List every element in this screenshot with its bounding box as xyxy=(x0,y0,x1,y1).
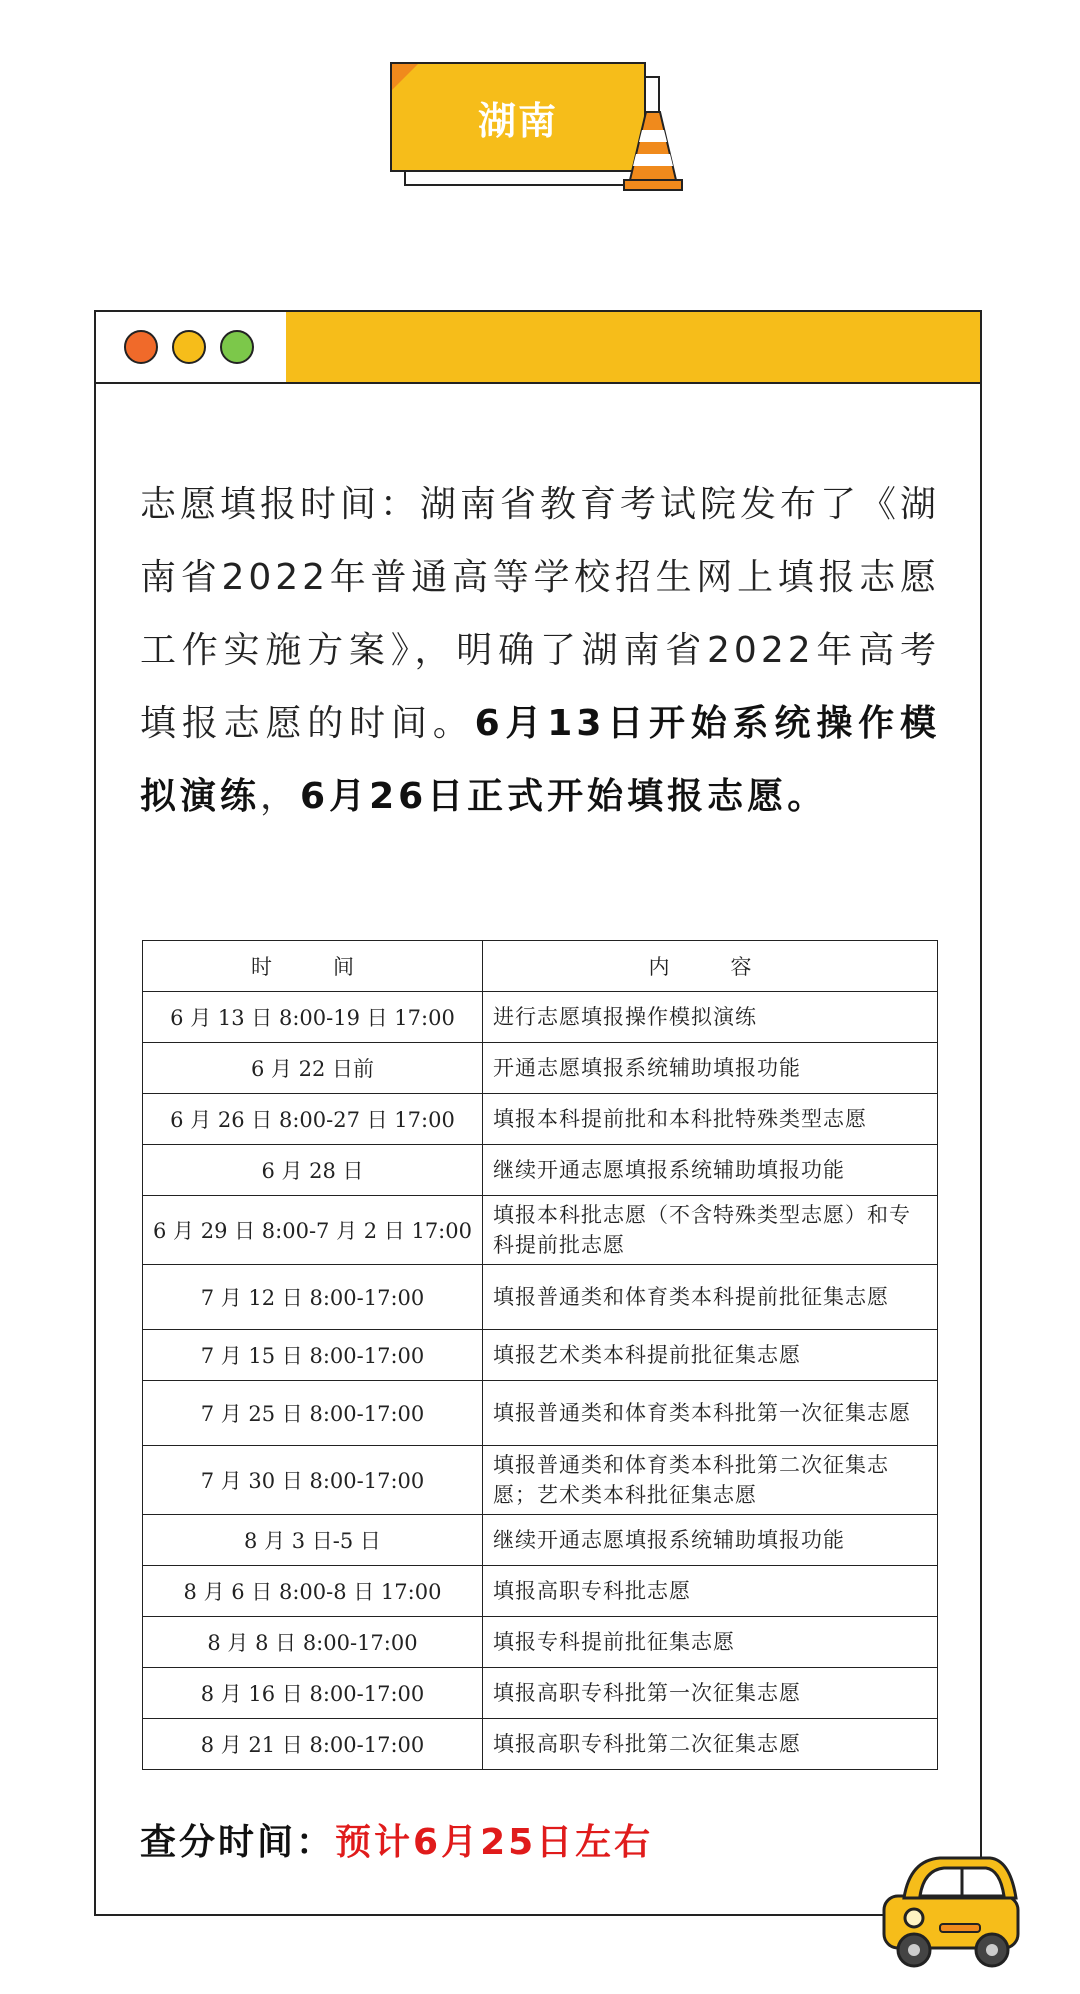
yellow-car-icon xyxy=(870,1840,1030,1970)
table-row xyxy=(143,1196,938,1265)
title-bar-fill xyxy=(286,312,980,382)
row-content: 填报高职专科批志愿 xyxy=(482,1566,937,1617)
table-row xyxy=(143,1446,938,1515)
row-content: 继续开通志愿填报系统辅助填报功能 xyxy=(482,1515,937,1566)
table-row xyxy=(143,1515,938,1566)
score-release-value: 预计6月25日左右 xyxy=(335,1822,654,1863)
intro-bold-simulation: 6月13日开始系统操作模拟演练 xyxy=(140,703,940,817)
intro-text: 志愿填报时间：湖南省教育考试院发布了《湖南省2022年普通高等学校招生网上填报志愿工作实施方案》，明确了湖南省2022年高考填报志愿的时间。 xyxy=(140,484,941,744)
title-tag-box xyxy=(390,62,646,172)
intro-bold-formal: 6月26日正式开始填报志愿 xyxy=(300,776,788,817)
red-dot-icon xyxy=(124,330,158,364)
row-content: 开通志愿填报系统辅助填报功能 xyxy=(482,1043,937,1094)
row-content: 填报普通类和体育类本科提前批征集志愿 xyxy=(482,1265,937,1330)
table-row xyxy=(143,1381,938,1446)
row-time: 8 月 8 日 8:00-17:00 xyxy=(143,1617,483,1668)
header-time: 时 间 xyxy=(143,941,483,992)
table-row xyxy=(143,1566,938,1617)
row-content: 填报高职专科批第一次征集志愿 xyxy=(482,1668,937,1719)
table-row xyxy=(143,992,938,1043)
yellow-dot-icon xyxy=(172,330,206,364)
row-time: 6 月 28 日 xyxy=(143,1145,483,1196)
row-time: 8 月 6 日 8:00-8 日 17:00 xyxy=(143,1566,483,1617)
row-content: 填报普通类和体育类本科批第二次征集志愿；艺术类本科批征集志愿 xyxy=(482,1446,937,1515)
row-time: 6 月 29 日 8:00-7 月 2 日 17:00 xyxy=(143,1196,483,1265)
score-release-line xyxy=(140,1814,653,1865)
green-dot-icon xyxy=(220,330,254,364)
table-row xyxy=(143,1668,938,1719)
row-content: 填报本科批志愿（不含特殊类型志愿）和专科提前批志愿 xyxy=(482,1196,937,1265)
table-row xyxy=(143,1094,938,1145)
row-content: 填报专科提前批征集志愿 xyxy=(482,1617,937,1668)
title-tag xyxy=(390,62,690,192)
info-card xyxy=(94,310,982,1916)
header-content: 内 容 xyxy=(482,941,937,992)
schedule-table xyxy=(142,940,938,1770)
traffic-cone-icon xyxy=(618,108,688,192)
row-time: 7 月 12 日 8:00-17:00 xyxy=(143,1265,483,1330)
intro-end: 。 xyxy=(787,776,828,817)
table-header-row xyxy=(143,941,938,992)
table-row xyxy=(143,1719,938,1770)
table-row xyxy=(143,1145,938,1196)
table-row xyxy=(143,1265,938,1330)
intro-paragraph xyxy=(140,468,940,833)
row-time: 6 月 26 日 8:00-27 日 17:00 xyxy=(143,1094,483,1145)
table-row xyxy=(143,1043,938,1094)
row-time: 8 月 16 日 8:00-17:00 xyxy=(143,1668,483,1719)
title-tag-label: 湖南 xyxy=(477,98,558,143)
row-content: 填报艺术类本科提前批征集志愿 xyxy=(482,1330,937,1381)
table-row xyxy=(143,1330,938,1381)
score-release-label: 查分时间： xyxy=(140,1822,336,1863)
row-time: 7 月 30 日 8:00-17:00 xyxy=(143,1446,483,1515)
row-time: 7 月 15 日 8:00-17:00 xyxy=(143,1330,483,1381)
row-time: 7 月 25 日 8:00-17:00 xyxy=(143,1381,483,1446)
row-time: 8 月 21 日 8:00-17:00 xyxy=(143,1719,483,1770)
row-time: 8 月 3 日-5 日 xyxy=(143,1515,483,1566)
row-time: 6 月 22 日前 xyxy=(143,1043,483,1094)
row-content: 填报高职专科批第二次征集志愿 xyxy=(482,1719,937,1770)
row-content: 填报本科提前批和本科批特殊类型志愿 xyxy=(482,1094,937,1145)
row-content: 填报普通类和体育类本科批第一次征集志愿 xyxy=(482,1381,937,1446)
row-content: 继续开通志愿填报系统辅助填报功能 xyxy=(482,1145,937,1196)
row-content: 进行志愿填报操作模拟演练 xyxy=(482,992,937,1043)
row-time: 6 月 13 日 8:00-19 日 17:00 xyxy=(143,992,483,1043)
intro-separator: ， xyxy=(260,776,301,817)
window-title-bar xyxy=(96,312,980,384)
tag-corner-decoration xyxy=(392,64,418,90)
table-row xyxy=(143,1617,938,1668)
